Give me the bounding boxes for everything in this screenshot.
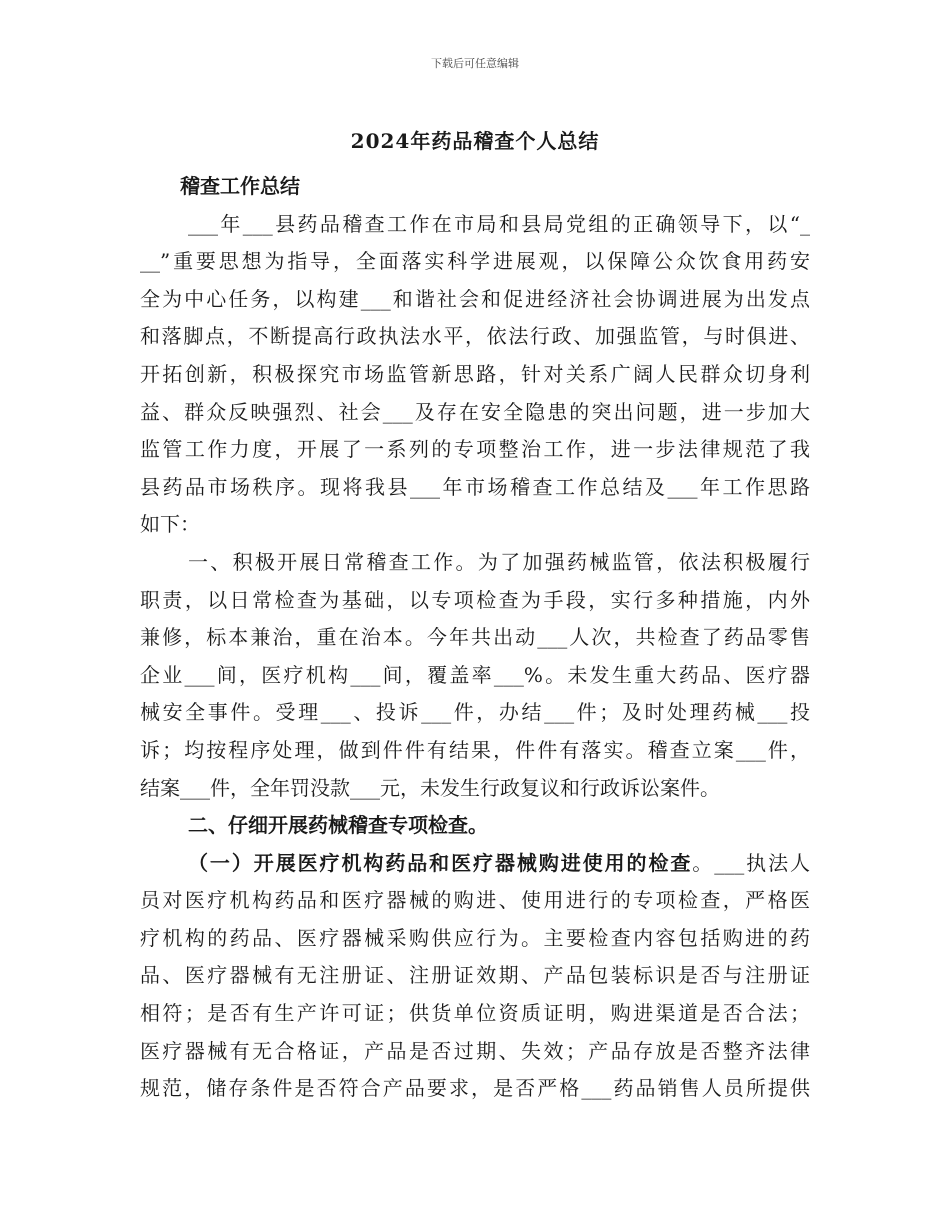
paragraph-line: 职责，以日常检查为基础，以专项检查为手段，实行多种措施，内外	[140, 587, 810, 612]
paragraph-line: 疗机构的药品、医疗器械采购供应行为。主要检查内容包括购进的药	[140, 925, 810, 950]
paragraph-line: 相符；是否有生产许可证；供货单位资质证明，购进渠道是否合法；	[140, 1001, 810, 1026]
page-header-note: 下载后可任意编辑	[431, 57, 519, 70]
paragraph-line: 医疗器械有无合格证，产品是否过期、失效；产品存放是否整齐法律	[140, 1038, 810, 1063]
paragraph-line: 诉；均按程序处理，做到件件有结果，件件有落实。稽查立案___件，	[140, 737, 810, 762]
section-heading	[140, 168, 810, 206]
subsection-heading-text: 二、仔细开展药械稽查专项检查。	[188, 813, 488, 838]
section-heading-text: 稽查工作总结	[180, 174, 300, 198]
paragraph-line: 一、积极开展日常稽查工作。为了加强药械监管，依法积极履行	[188, 549, 810, 574]
paragraph-intro	[140, 206, 810, 544]
paragraph-line: 监管工作力度，开展了一系列的专项整治工作，进一步法律规范了我	[140, 437, 810, 462]
paragraph-line: 益、群众反映强烈、社会___及存在安全隐患的突出问题，进一步加大	[140, 399, 810, 424]
document-title: 2024年药品稽查个人总结	[350, 129, 600, 153]
paragraph-line: 如下：	[140, 512, 200, 537]
paragraph-line: 品、医疗器械有无注册证、注册证效期、产品包装标识是否与注册证	[140, 963, 810, 988]
paragraph-line: 械安全事件。受理___、投诉___件，办结___件；及时处理药械___投	[140, 700, 810, 725]
paragraph-line: 员对医疗机构药品和医疗器械的购进、使用进行的专项检查，严格医	[140, 888, 810, 913]
paragraph-line: 规范，储存条件是否符合产品要求，是否严格___药品销售人员所提供	[140, 1076, 810, 1101]
document-body	[140, 168, 810, 1108]
paragraph-line: __”重要思想为指导，全面落实科学进展观，以保障公众饮食用药安	[140, 249, 810, 274]
paragraph-line: 县药品市场秩序。现将我县___年市场稽查工作总结及___年工作思路	[140, 474, 810, 499]
paragraph-line: 全为中心任务，以构建___和谐社会和促进经济社会协调进展为出发点	[140, 286, 810, 311]
paragraph-medical-institution-check	[140, 845, 810, 1108]
subsection-heading	[140, 807, 810, 845]
paragraph-line	[140, 845, 810, 883]
paragraph-line: 结案___件，全年罚没款___元，未发生行政复议和行政诉讼案件。	[140, 775, 720, 800]
paragraph-daily-inspection	[140, 544, 810, 807]
paragraph-line: 企业___间，医疗机构___间，覆盖率___%。未发生重大药品、医疗器	[140, 662, 810, 687]
paragraph-line: ___年___县药品稽查工作在市局和县局党组的正确领导下，以“_	[188, 211, 810, 236]
paragraph-line-rest: 。___执法人	[692, 850, 811, 875]
paragraph-line: 和落脚点，不断提高行政执法水平，依法行政、加强监管，与时俱进、	[140, 324, 810, 349]
bold-lead-text: （一）开展医疗机构药品和医疗器械购进使用的检查	[188, 850, 693, 875]
paragraph-line: 兼修，标本兼治，重在治本。今年共出动___人次，共检查了药品零售	[140, 625, 810, 650]
paragraph-line: 开拓创新，积极探究市场监管新思路，针对关系广阔人民群众切身利	[140, 361, 810, 386]
